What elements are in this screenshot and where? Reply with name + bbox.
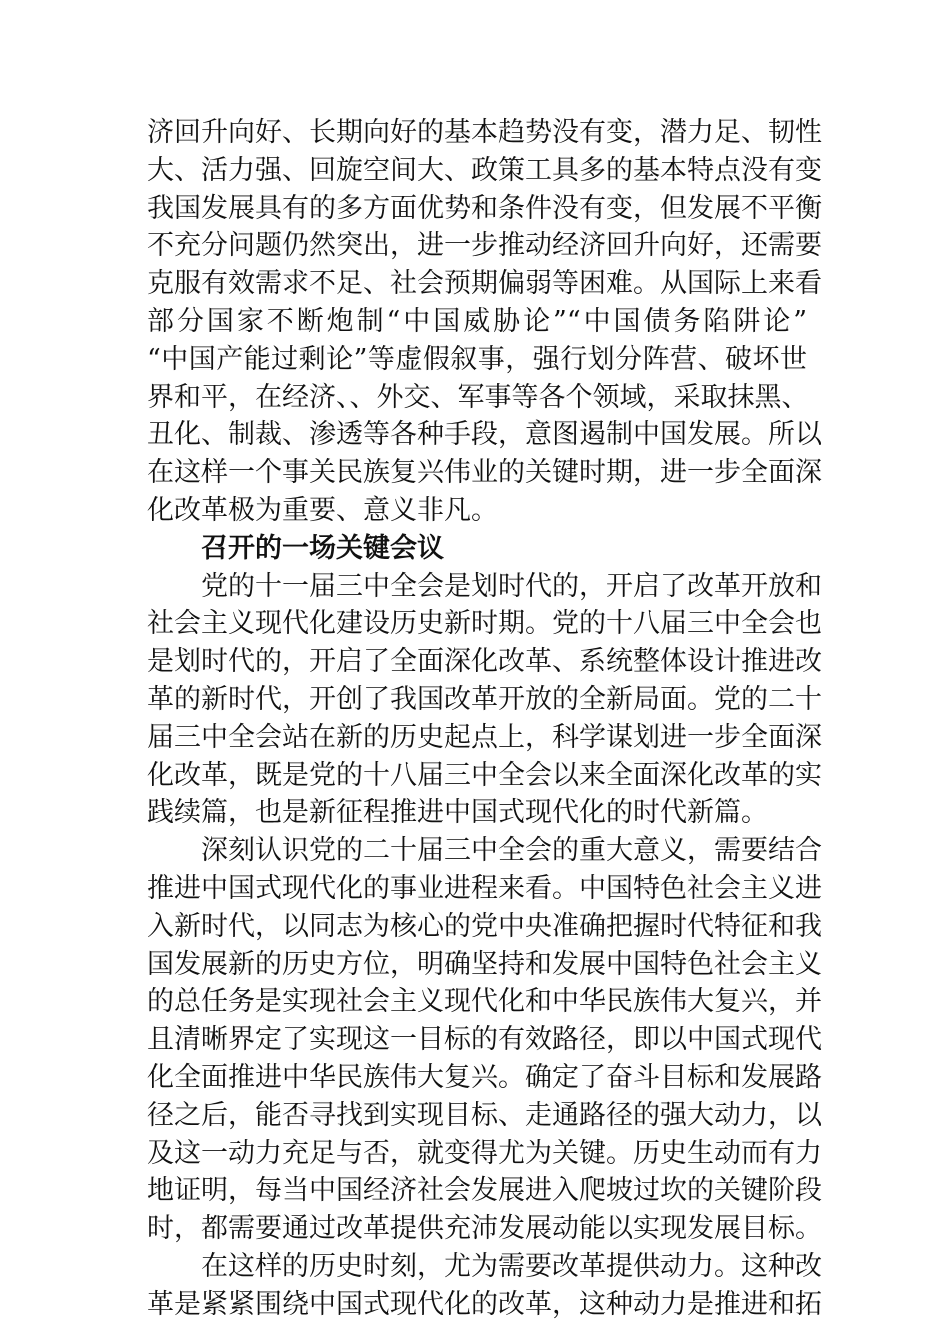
- text-line: 届三中全会站在新的历史起点上，科学谋划进一步全面深: [147, 721, 822, 753]
- text-line: 部分国家不断炮制“中国威胁论”“中国债务陷阱论”: [147, 305, 807, 337]
- document-body: [147, 114, 822, 1324]
- text-line: 革的新时代，开创了我国改革开放的全新局面。党的二十: [147, 683, 822, 715]
- text-line: 克服有效需求不足、社会预期偏弱等困难。从国际上来看: [147, 268, 822, 300]
- text-line: 我国发展具有的多方面优势和条件没有变，但发展不平衡: [147, 192, 822, 224]
- text-line: 践续篇，也是新征程推进中国式现代化的时代新篇。: [147, 797, 768, 829]
- paragraph-2: [147, 568, 822, 833]
- text-line: 党的十一届三中全会是划时代的，开启了改革开放和: [201, 570, 822, 602]
- paragraph-4: [147, 1248, 822, 1324]
- text-line: 化全面推进中华民族伟大复兴。确定了奋斗目标和发展路: [147, 1061, 822, 1093]
- text-line: 的总任务是实现社会主义现代化和中华民族伟大复兴，并: [147, 986, 822, 1018]
- text-line: 入新时代，以同志为核心的党中央准确把握时代特征和我: [147, 910, 822, 942]
- text-line: 在这样一个事关民族复兴伟业的关键时期，进一步全面深: [147, 457, 822, 489]
- text-line: 丑化、制裁、渗透等各种手段，意图遏制中国发展。所以: [147, 419, 822, 451]
- paragraph-3: [147, 832, 822, 1248]
- text-line: 济回升向好、长期向好的基本趋势没有变，潜力足、韧性: [147, 117, 822, 148]
- text-line: 地证明，每当中国经济社会发展进入爬坡过坎的关键阶段: [147, 1175, 822, 1207]
- text-line: 且清晰界定了实现这一目标的有效路径，即以中国式现代: [147, 1024, 822, 1056]
- text-line: 是划时代的，开启了全面深化改革、系统整体设计推进改: [147, 646, 822, 678]
- section-heading: 召开的一场关键会议: [201, 532, 444, 564]
- text-line: 化改革，既是党的十八届三中全会以来全面深化改革的实: [147, 759, 822, 791]
- text-line: 不充分问题仍然突出，进一步推动经济回升向好，还需要: [147, 230, 822, 262]
- paragraph-1: [147, 114, 822, 530]
- text-line: 径之后，能否寻找到实现目标、走通路径的强大动力，以: [147, 1099, 822, 1131]
- text-line: 在这样的历史时刻，尤为需要改革提供动力。这种改: [201, 1250, 822, 1282]
- text-line: 革是紧紧围绕中国式现代化的改革，这种动力是推进和拓: [147, 1288, 822, 1320]
- text-line: 大、活力强、回旋空间大、政策工具多的基本特点没有变: [147, 154, 822, 186]
- text-line: 化改革极为重要、意义非凡。: [147, 494, 498, 526]
- text-line: 界和平，在经济、、外交、军事等各个领域，采取抹黑、: [147, 381, 809, 413]
- text-line: 社会主义现代化建设历史新时期。党的十八届三中全会也: [147, 608, 822, 640]
- text-line: 时，都需要通过改革提供充沛发展动能以实现发展目标。: [147, 1213, 822, 1245]
- text-line: 国发展新的历史方位，明确坚持和发展中国特色社会主义: [147, 948, 822, 980]
- text-line: “中国产能过剩论”等虚假叙事，强行划分阵营、破坏世: [147, 343, 807, 375]
- text-line: 深刻认识党的二十届三中全会的重大意义，需要结合: [201, 835, 822, 867]
- text-line: 推进中国式现代化的事业进程来看。中国特色社会主义进: [147, 872, 822, 904]
- text-line: 及这一动力充足与否，就变得尤为关键。历史生动而有力: [147, 1137, 822, 1169]
